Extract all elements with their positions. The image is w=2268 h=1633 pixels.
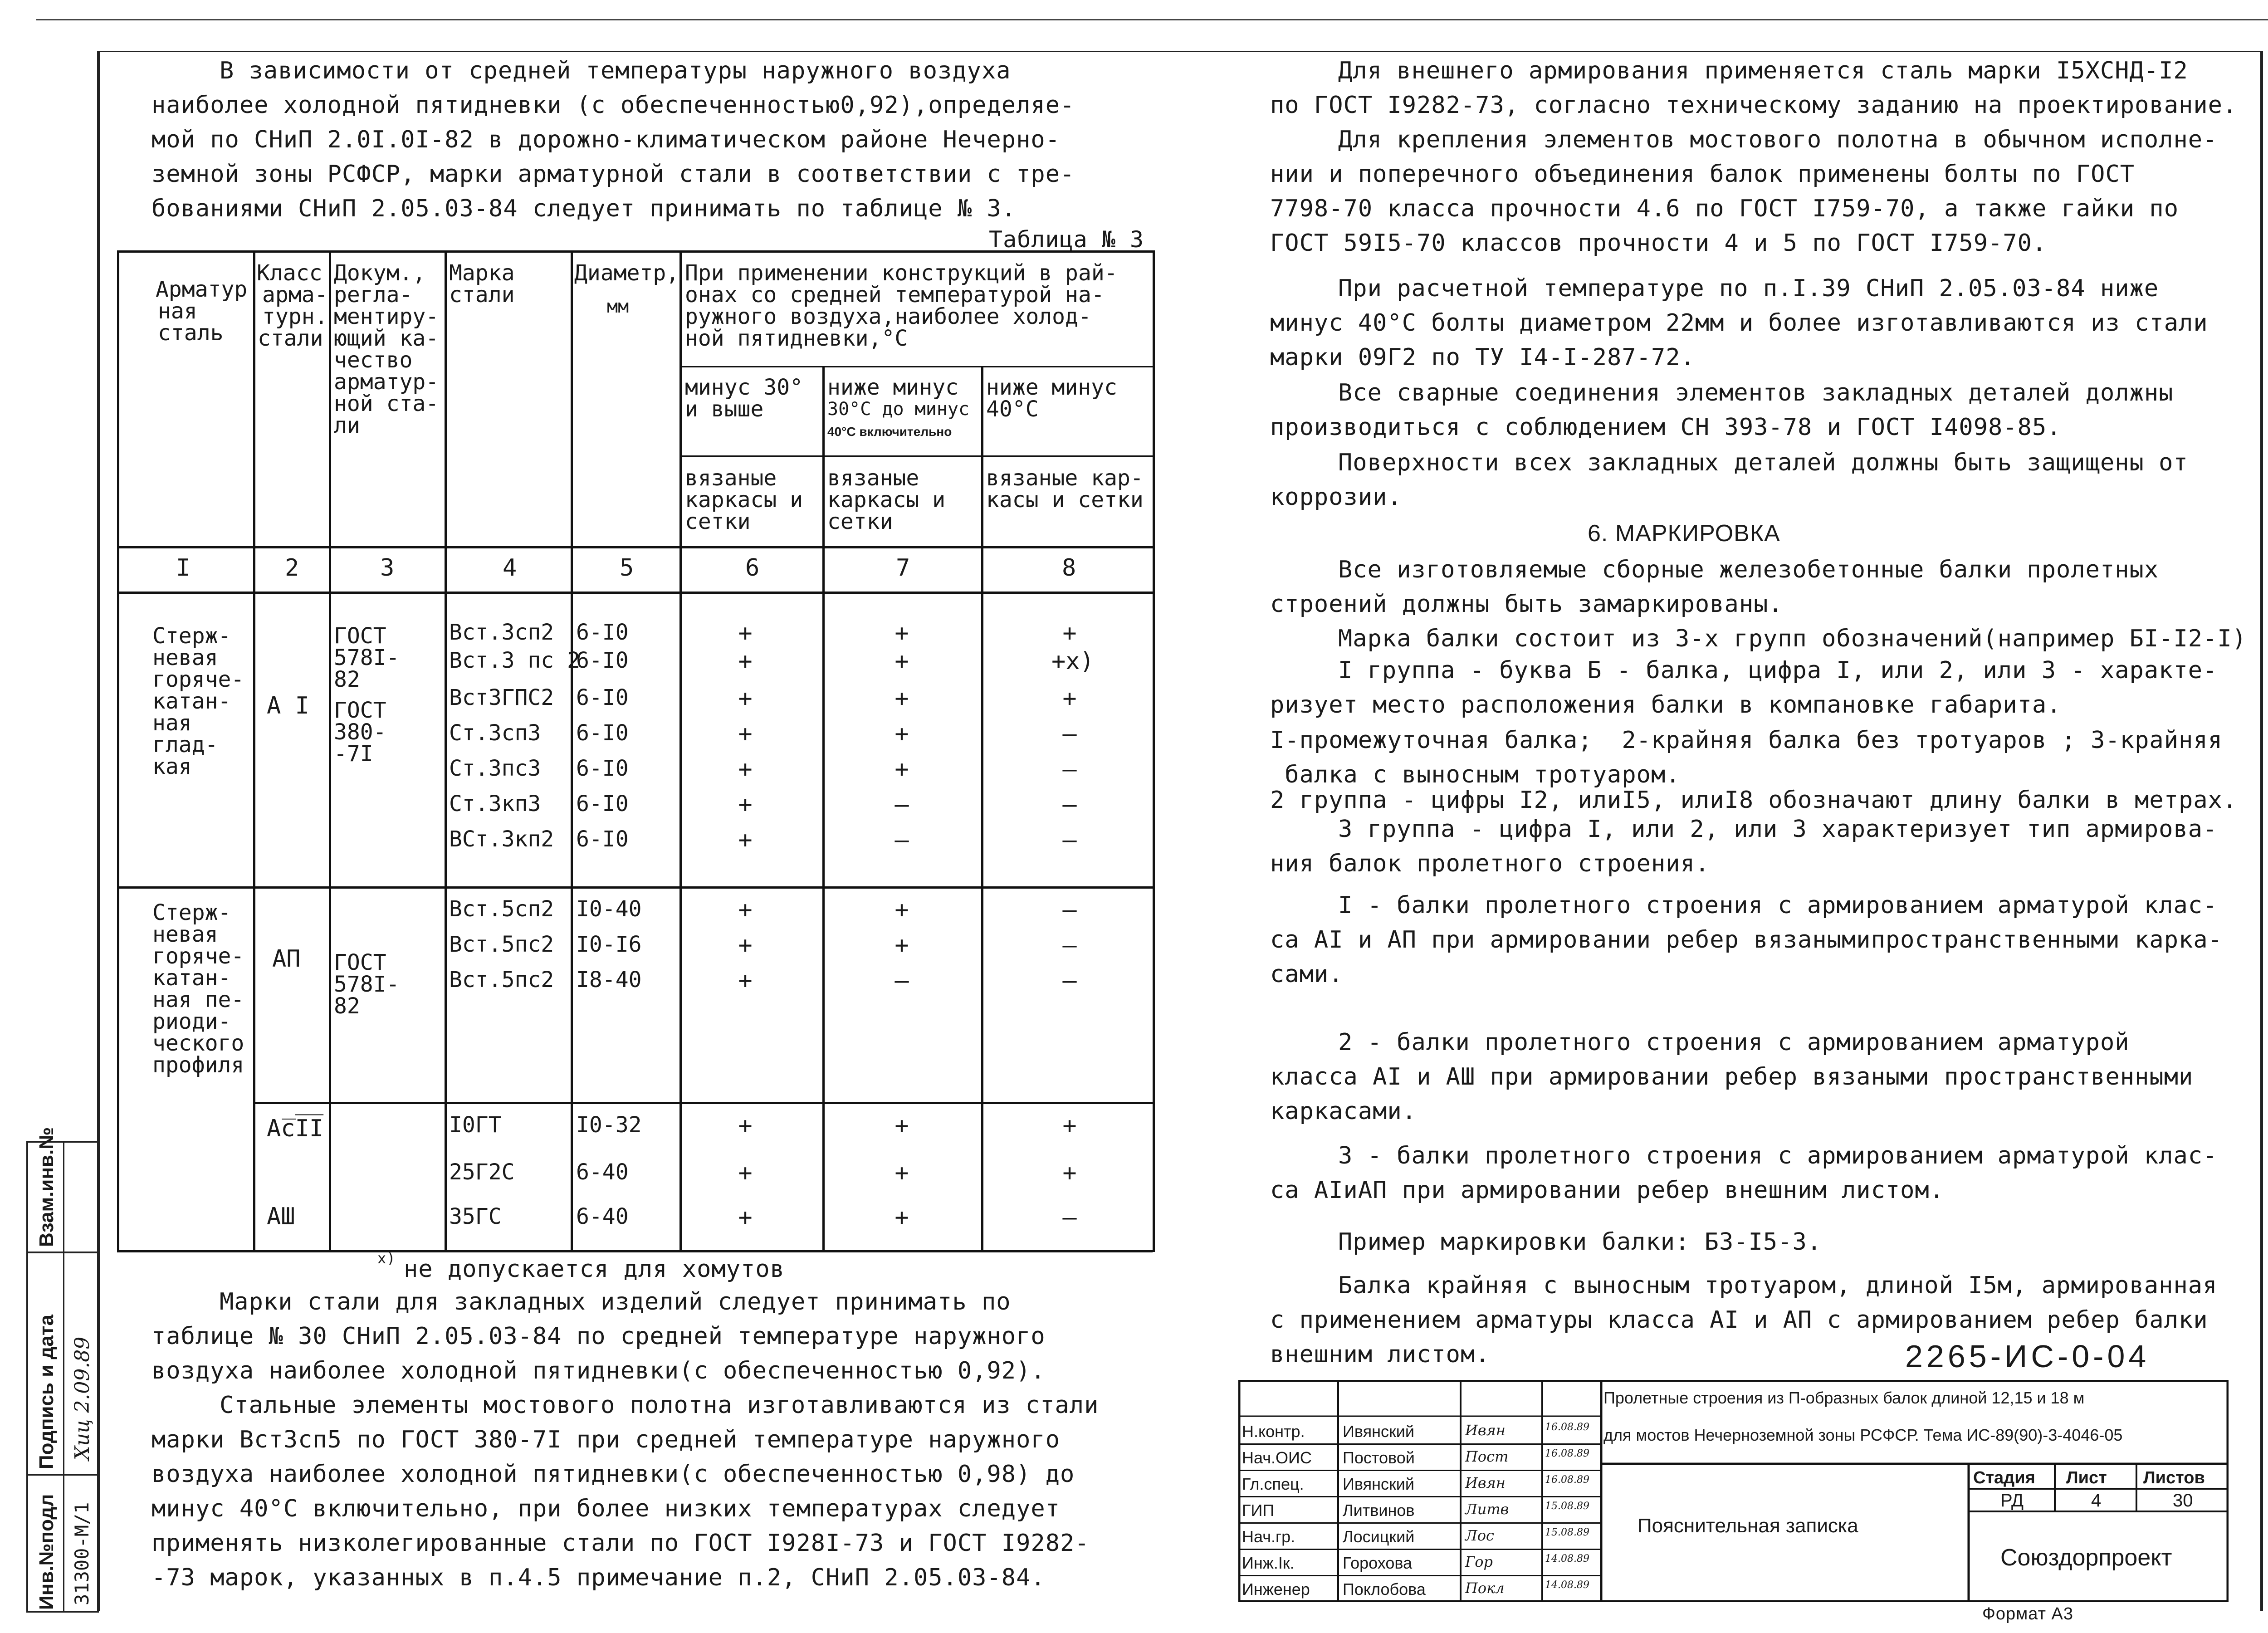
text-line: Все сварные соединения элементов закладных деталей должны: [1338, 379, 2174, 406]
personnel-signature: Литв: [1465, 1501, 1509, 1518]
hdr-k6-1: вязаные: [685, 465, 777, 491]
side-value-inv: 31300-М/1: [71, 1502, 93, 1605]
cell-diameter: 6-I0: [576, 756, 629, 781]
footnote: не допускается для хомутов: [404, 1256, 785, 1283]
g1-steel: катан-: [152, 689, 231, 714]
personnel-name: Ивянский: [1343, 1475, 1414, 1493]
table-rule: [445, 250, 447, 1252]
hdr-steel-1: Арматур: [156, 277, 248, 302]
personnel-date: 14.08.89: [1545, 1579, 1589, 1591]
personnel-signature: Лос: [1465, 1527, 1494, 1544]
text-line: I-промежуточная балка; 2-крайняя балка без тротуаров ; 3-крайняя: [1270, 727, 2223, 754]
cell-mark-col7: +: [894, 620, 909, 647]
cell-mark-col8: –: [1062, 756, 1077, 783]
hdr-doc-4: ющий ка-: [334, 326, 439, 351]
hdr-dia-2: мм: [607, 296, 629, 317]
hdr-steel-3: сталь: [158, 320, 224, 346]
text-line: воздуха наиболее холодной пятидневки(с обеспеченностью 0,92).: [152, 1357, 1046, 1384]
sheets-value: 30: [2173, 1491, 2193, 1511]
cell-diameter: 6-I0: [576, 791, 629, 816]
hdr-class-4: стали: [258, 326, 323, 351]
personnel-row-rule: [1238, 1470, 1601, 1471]
table-rule: [329, 250, 331, 1252]
cell-mark-col6: +: [738, 1204, 753, 1231]
hdr-steel-2: ная: [158, 298, 197, 324]
personnel-date: 14.08.89: [1545, 1553, 1589, 1565]
table-rule: [253, 250, 255, 1252]
cell-mark-col8: –: [1062, 896, 1077, 924]
text-line: I - балки пролетного строения с армированием арматурой клас-: [1338, 892, 2218, 919]
text-line: ГОСТ 59I5-70 классов прочности 4 и 5 по ГОСТ I759-70.: [1270, 230, 2047, 257]
hdr-doc-2: регла-: [334, 282, 413, 308]
g1-class: А I: [267, 692, 309, 719]
col-num: I: [176, 554, 191, 582]
text-line: минус 40°С включительно, при более низких температурах следует: [152, 1495, 1061, 1522]
hdr-dia-1: Диаметр,: [574, 260, 679, 286]
table-rule: [679, 366, 1153, 367]
text-line: В зависимости от средней температуры наружного воздуха: [220, 57, 1011, 84]
g3-class1: Ас̅I̅I̅: [267, 1115, 324, 1142]
g3-class2: АШ: [267, 1203, 295, 1230]
cell-diameter: 6-I0: [576, 685, 629, 710]
cell-mark-col7: +: [894, 1204, 909, 1231]
text-line: I группа - буква Б - балка, цифра I, или 2, или 3 - характе-: [1338, 657, 2218, 684]
format-label: Формат А3: [1982, 1604, 2074, 1623]
example-line: Пример маркировки балки: Б3-I5-3.: [1338, 1228, 1822, 1256]
text-line: строений должны быть замаркированы.: [1270, 591, 1783, 618]
table-rule: [253, 1102, 1153, 1104]
personnel-date: 16.08.89: [1545, 1422, 1589, 1433]
steel-table: [117, 250, 1153, 1252]
sheets-label: Листов: [2143, 1468, 2205, 1487]
text-line: са АIиАП при армировании ребер внешним листом.: [1270, 1177, 1945, 1204]
cell-diameter: 6-I0: [576, 648, 629, 673]
personnel-signature: Покл: [1465, 1579, 1505, 1597]
cell-mark-col7: +: [894, 1112, 909, 1139]
personnel-name: Ивянский: [1343, 1422, 1414, 1441]
text-line: каркасами.: [1270, 1098, 1417, 1125]
cell-mark-col7: +: [894, 756, 909, 783]
project-title-1: Пролетные строения из П-образных балок длиной 12,15 и 18 м: [1603, 1389, 2085, 1407]
cell-diameter: I0-32: [576, 1112, 642, 1138]
cell-mark-col8: –: [1062, 932, 1077, 959]
text-line: марки 09Г2 по ТУ I4-I-287-72.: [1270, 344, 1695, 371]
col-num: 7: [896, 554, 910, 582]
cell-mark-col7: +: [894, 720, 909, 748]
cell-diameter: 6-40: [576, 1204, 629, 1229]
g1-doc1: 82: [334, 667, 360, 692]
g2-doc: 82: [334, 993, 360, 1019]
footnote-mark: x): [377, 1250, 396, 1267]
side-label-replace: Взам.инв.№: [35, 1127, 58, 1247]
personnel-date: 15.08.89: [1545, 1501, 1589, 1512]
g2-steel: Стерж-: [152, 900, 231, 925]
cell-mark-col8: –: [1062, 791, 1077, 818]
hdr-grade-2: стали: [449, 282, 515, 308]
cell-mark-col8: +: [1062, 685, 1077, 712]
cell-diameter: 6-40: [576, 1159, 629, 1185]
cell-mark-col8: –: [1062, 967, 1077, 994]
col-num: 2: [285, 554, 299, 582]
cell-grade: Ст.3пс3: [449, 756, 541, 781]
side-label-inv: Инв.№подл: [35, 1494, 58, 1610]
g1-steel: горяче-: [152, 667, 244, 692]
cell-diameter: I0-40: [576, 896, 642, 922]
text-line: производиться с соблюдением СН 393-78 и ГОСТ I4098-85.: [1270, 414, 2062, 441]
sheet-value: 4: [2091, 1491, 2102, 1511]
cell-mark-col7: +: [894, 932, 909, 959]
cell-diameter: 6-I0: [576, 826, 629, 852]
text-line: нии и поперечного объединения балок применены болты по ГОСТ: [1270, 161, 2135, 188]
top-rule: [36, 19, 2268, 20]
cell-grade: Ст.3кп3: [449, 791, 541, 816]
text-line: коррозии.: [1270, 484, 1402, 511]
personnel-row-rule: [1238, 1575, 1601, 1576]
hdr-k7-1: вязаные: [827, 465, 919, 491]
cell-mark-col6: +: [738, 720, 753, 748]
g1-steel: глад-: [152, 732, 218, 758]
text-line: мой по СНиП 2.0I.0I-82 в дорожно-климатическом районе Нечерно-: [152, 126, 1061, 153]
text-line: минус 40°С болты диаметром 22мм и более изготавливаются из стали: [1270, 309, 2208, 337]
personnel-name: Постовой: [1343, 1448, 1415, 1467]
cell-mark-col8: +x): [1051, 648, 1094, 675]
text-line: Поверхности всех закладных деталей должны быть защищены от: [1338, 449, 2188, 476]
table-rule: [571, 250, 573, 1252]
cell-mark-col7: –: [894, 967, 909, 994]
cell-mark-col7: –: [894, 791, 909, 818]
side-label-sign: Подпись и дата: [35, 1315, 58, 1469]
personnel-role: Н.контр.: [1242, 1422, 1305, 1441]
side-stamp: [26, 1127, 99, 1613]
personnel-row-rule: [1238, 1443, 1601, 1445]
text-line: 3 - балки пролетного строения с армированием арматурой клас-: [1338, 1142, 2218, 1169]
text-line: сами.: [1270, 961, 1344, 988]
hdr-doc-5: чество: [334, 347, 413, 373]
hdr-t7-3: 40°С включительно: [827, 425, 952, 439]
cell-mark-col8: +: [1062, 620, 1077, 647]
cell-grade: Вст.3сп2: [449, 620, 554, 645]
hdr-k8-2: касы и сетки: [986, 487, 1144, 513]
text-line: При расчетной температуре по п.I.39 СНиП 2.05.03-84 ниже: [1338, 275, 2159, 302]
text-line: наиболее холодной пятидневки (с обеспеченностью0,92),определяе-: [152, 92, 1075, 119]
cell-mark-col7: +: [894, 685, 909, 712]
table-rule: [117, 546, 1153, 548]
cell-mark-col6: +: [738, 1159, 753, 1187]
g2-steel: катан-: [152, 965, 231, 991]
personnel-date: 15.08.89: [1545, 1527, 1589, 1538]
doc-code: 2265-ИС-0-04: [1905, 1339, 2150, 1374]
text-line: Все изготовляемые сборные железобетонные балки пролетных: [1338, 556, 2159, 583]
hdr-doc-6: арматур-: [334, 369, 439, 395]
g2-steel: риоди-: [152, 1009, 231, 1034]
cell-mark-col7: +: [894, 648, 909, 675]
g1-doc2: -7I: [334, 741, 373, 767]
text-line: Марки стали для закладных изделий следует принимать по: [220, 1288, 1011, 1315]
hdr-t6-1: минус 30°: [685, 375, 803, 400]
table-rule: [117, 886, 1153, 889]
cell-mark-col6: +: [738, 756, 753, 783]
hdr-t8-1: ниже минус: [986, 375, 1117, 400]
hdr-doc-8: ли: [334, 413, 360, 438]
personnel-name: Литвинов: [1343, 1501, 1415, 1520]
text-line: применять низколегированные стали по ГОСТ I928I-73 и ГОСТ I9282-: [152, 1530, 1090, 1557]
cell-grade: Вст.5пс2: [449, 967, 554, 993]
text-line: 3 группа - цифра I, или 2, или 3 характеризует тип армирова-: [1338, 816, 2218, 843]
hdr-t7-1: ниже минус: [827, 375, 958, 400]
personnel-signature: Гор: [1465, 1553, 1493, 1570]
stage-label: Стадия: [1973, 1468, 2035, 1487]
hdr-group-3: ружного воздуха,наиболее холод-: [685, 304, 1091, 329]
cell-mark-col8: +: [1062, 1112, 1077, 1139]
hdr-group-2: онах со средней температурой на-: [685, 282, 1105, 308]
cell-mark-col7: +: [894, 896, 909, 924]
text-line: балка с выносным тротуаром.: [1270, 761, 1681, 788]
g2-steel: ная пе-: [152, 987, 244, 1012]
hdr-t6-2: и выше: [685, 396, 764, 422]
text-line: 7798-70 класса прочности 4.6 по ГОСТ I759-70, а также гайки по: [1270, 195, 2179, 222]
g2-steel: профиля: [152, 1052, 244, 1078]
g1-doc2: 380-: [334, 719, 386, 745]
col-num: 3: [380, 554, 395, 582]
hdr-grade-1: Марка: [449, 260, 515, 286]
cell-mark-col8: –: [1062, 1204, 1077, 1231]
table-rule: [981, 366, 983, 1252]
table-rule: [679, 455, 1153, 457]
personnel-role: Инженер: [1242, 1580, 1310, 1599]
text-line: 2 - балки пролетного строения с армированием арматурой: [1338, 1029, 2130, 1056]
text-line: земной зоны РСФСР, марки арматурной стали в соответствии с тре-: [152, 161, 1075, 188]
hdr-k7-3: сетки: [827, 509, 893, 534]
g1-doc1: 578I-: [334, 645, 400, 670]
cell-mark-col8: +: [1062, 1159, 1077, 1187]
personnel-signature: Ивян: [1465, 1422, 1505, 1439]
text-line: бованиями СНиП 2.05.03-84 следует принимать по таблице № 3.: [152, 195, 1017, 222]
personnel-date: 16.08.89: [1545, 1448, 1589, 1459]
g2-class: АП: [272, 945, 301, 973]
hdr-class-1: Класс: [257, 260, 323, 286]
hdr-group-1: При применении конструкций в рай-: [685, 260, 1118, 286]
hdr-doc-3: ментиру-: [334, 304, 439, 329]
cell-diameter: 6-I0: [576, 720, 629, 746]
personnel-name: Поклобова: [1343, 1580, 1426, 1599]
cell-mark-col8: –: [1062, 720, 1077, 748]
cell-mark-col6: +: [738, 791, 753, 818]
text-line: Стальные элементы мостового полотна изготавливаются из стали: [220, 1392, 1099, 1419]
text-line: 2 группа - цифры I2, илиI5, илиI8 обозначают длину балки в метрах.: [1270, 787, 2238, 814]
table-rule: [1153, 250, 1155, 1252]
cell-mark-col6: +: [738, 967, 753, 994]
cell-grade: Вст.3 пс 2: [449, 648, 580, 673]
side-stamp-rule: [28, 1252, 97, 1253]
personnel-signature: Ивян: [1465, 1474, 1505, 1491]
organization: Союздорпроект: [2000, 1545, 2172, 1571]
hdr-k6-3: сетки: [685, 509, 751, 534]
table-rule: [679, 250, 682, 1252]
text-line: класса АI и АШ при армировании ребер вязаными пространственными: [1270, 1063, 2194, 1090]
col-num: 5: [620, 554, 634, 582]
personnel-name: Лосицкий: [1343, 1527, 1415, 1546]
cell-grade: ВстЗГПС2: [449, 685, 554, 710]
col-num: 8: [1062, 554, 1076, 582]
g2-steel: горяче-: [152, 944, 244, 969]
g2-doc: 578I-: [334, 972, 400, 997]
hdr-group-4: ной пятидневки,°С: [685, 326, 908, 351]
text-line: внешним листом.: [1270, 1341, 1490, 1368]
personnel-name: Горохова: [1343, 1554, 1413, 1572]
cell-mark-col6: +: [738, 932, 753, 959]
hdr-k7-2: каркасы и: [827, 487, 946, 513]
project-title-2: для мостов Нечерноземной зоны РСФСР. Тема ИС-89(90)-3-4046-05: [1603, 1426, 2123, 1444]
table-rule: [117, 250, 119, 1252]
cell-grade: 35ГС: [449, 1204, 502, 1229]
g1-steel: ная: [152, 710, 192, 736]
personnel-role: ГИП: [1242, 1501, 1275, 1520]
personnel-row-rule: [1238, 1549, 1601, 1550]
table-rule: [822, 366, 825, 1252]
table-caption: Таблица № 3: [989, 226, 1144, 253]
cell-mark-col7: –: [894, 826, 909, 854]
hdr-k6-2: каркасы и: [685, 487, 803, 513]
cell-mark-col6: +: [738, 1112, 753, 1139]
text-line: Для крепления элементов мостового полотна в обычном исполне-: [1338, 126, 2218, 153]
table-rule: [117, 592, 1153, 594]
cell-grade: Вст.5пс2: [449, 932, 554, 957]
sheet-label: Лист: [2066, 1468, 2107, 1487]
personnel-role: Гл.спец.: [1242, 1475, 1304, 1493]
cell-grade: Вст.5сп2: [449, 896, 554, 922]
col-num: 6: [745, 554, 760, 582]
text-line: -73 марок, указанных в п.4.5 примечание п.2, СНиП 2.05.03-84.: [152, 1564, 1046, 1591]
g2-steel: ческого: [152, 1031, 244, 1056]
hdr-t8-2: 40°С: [986, 396, 1039, 422]
cell-mark-col6: +: [738, 685, 753, 712]
personnel-date: 16.08.89: [1545, 1474, 1589, 1486]
g1-steel: Стерж-: [152, 623, 231, 649]
text-line: воздуха наиболее холодной пятидневки(с обеспеченностью 0,98) до: [152, 1461, 1075, 1488]
personnel-role: Нач.гр.: [1242, 1527, 1295, 1546]
col-num: 4: [503, 554, 517, 582]
text-line: Для внешнего армирования применяется сталь марки I5ХСНД-I2: [1338, 57, 2188, 84]
cell-diameter: I8-40: [576, 967, 642, 993]
g1-steel: невая: [152, 645, 218, 670]
text-line: Балка крайняя с выносным тротуаром, длиной I5м, армированная: [1338, 1272, 2218, 1299]
hdr-doc-7: ной ста-: [334, 391, 439, 416]
cell-grade: 25Г2С: [449, 1159, 515, 1185]
hdr-class-2: арма-: [262, 282, 328, 308]
text-line: таблице № 30 СНиП 2.05.03-84 по средней температуре наружного: [152, 1323, 1046, 1350]
cell-mark-col6: +: [738, 620, 753, 647]
hdr-class-3: турн.: [262, 304, 328, 329]
hdr-k8-1: вязаные кар-: [986, 465, 1144, 491]
stage-value: РД: [2000, 1491, 2024, 1511]
text-line: с применением арматуры класса АI и АП с армированием ребер балки: [1270, 1306, 2208, 1334]
personnel-role: Инж.Iк.: [1242, 1554, 1295, 1572]
table-rule: [117, 250, 1153, 253]
g2-doc: ГОСТ: [334, 950, 386, 975]
cell-mark-col6: +: [738, 826, 753, 854]
hdr-t7-2: 30°С до минус: [827, 399, 970, 420]
cell-grade: ВСт.3кп2: [449, 826, 554, 852]
personnel-row-rule: [1238, 1496, 1601, 1497]
text-line: марки ВстЗсп5 по ГОСТ 380-7I при средней температуре наружного: [152, 1426, 1061, 1453]
side-stamp-rule: [28, 1474, 97, 1476]
text-line: ния балок пролетного строения.: [1270, 850, 1710, 877]
cell-diameter: I0-I6: [576, 932, 642, 957]
text-line: Марка балки состоит из 3-х групп обозначений(например БI-I2-I): [1338, 625, 2247, 652]
personnel-role: Нач.ОИС: [1242, 1448, 1312, 1467]
section-heading: 6. МАРКИРОВКА: [1588, 520, 1780, 547]
cell-grade: Ст.3сп3: [449, 720, 541, 746]
text-line: ризует место расположения балки в компановке габарита.: [1270, 691, 2062, 719]
g1-doc1: ГОСТ: [334, 623, 386, 649]
cell-mark-col8: –: [1062, 826, 1077, 854]
cell-grade: I0ГТ: [449, 1112, 502, 1138]
g1-doc2: ГОСТ: [334, 698, 386, 723]
document-title: Пояснительная записка: [1637, 1515, 1858, 1537]
g1-steel: кая: [152, 754, 192, 779]
cell-mark-col6: +: [738, 896, 753, 924]
cell-mark-col6: +: [738, 648, 753, 675]
text-line: са АI и АП при армировании ребер вязанымипространственными карка-: [1270, 926, 2223, 953]
cell-diameter: 6-I0: [576, 620, 629, 645]
text-line: по ГОСТ I9282-73, согласно техническому заданию на проектирование.: [1270, 92, 2238, 119]
cell-mark-col7: +: [894, 1159, 909, 1187]
hdr-doc-1: Докум.,: [334, 260, 426, 286]
title-block: [1238, 1380, 2229, 1602]
personnel-row-rule: [1238, 1522, 1601, 1524]
side-value-sign: Хиц 2.09.89: [71, 1336, 94, 1460]
g2-steel: невая: [152, 922, 218, 947]
personnel-signature: Пост: [1465, 1448, 1509, 1465]
